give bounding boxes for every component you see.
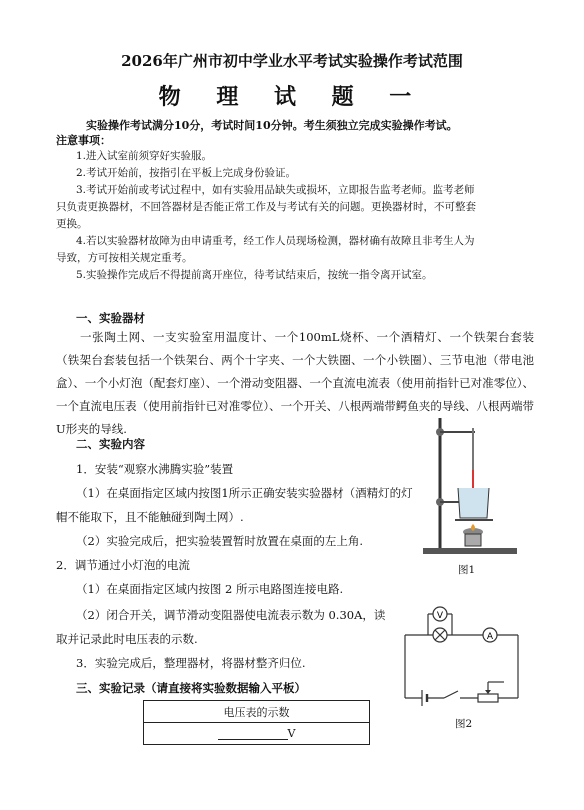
equipment-list: 一张陶土网、一支实验室用温度计、一个100mL烧杯、一个酒精灯、一个铁架台套装（铁架台套装包括一个铁架台、两个十字夹、一个大铁圈、一个小铁圈）、三节电池（带电池盒）、一个小灯泡（配套灯座）、一个滑动变阻器、一个直流电流表（使用前指针已对准零位）、一个直流电压表（使用前指针已对准零位）、一个开关、八根两端带鳄鱼夹的导线、八根两端带U形夹的导线. xyxy=(56,330,534,436)
notice-item: 4.若以实验器材故障为由申请重考，经工作人员现场检测，器材确有故障且非考生人为 xyxy=(76,235,475,247)
ammeter-symbol: A xyxy=(486,632,494,642)
figure1-caption: 图1 xyxy=(458,564,476,576)
notice-item: 3.考试开始前或考试过程中，如有实验用品缺失或损坏，立即报告监考老师。监考老师 xyxy=(76,184,475,196)
section-heading-content: 二、实验内容 xyxy=(76,437,145,451)
unit-label: V xyxy=(287,727,296,740)
task2-step2-cont: 取并记录此时电压表的示数. xyxy=(56,632,198,646)
notice-item: 2.考试开始前，按指引在平板上完成身份验证。 xyxy=(76,167,297,179)
page-subtitle: 物 理 试 题 一 xyxy=(158,84,426,110)
figure2-circuit-diagram xyxy=(400,600,530,710)
notice-item: 1.进入试室前须穿好实验服。 xyxy=(76,150,213,162)
answer-blank xyxy=(218,727,288,740)
task1-step1: （1）在桌面指定区域内按图1所示正确安装实验器材（酒精灯的灯 xyxy=(76,486,413,500)
figure2-caption: 图2 xyxy=(455,718,473,730)
notice-item: 5.实验操作完成后不得提前离开座位，待考试结束后，按统一指令离开试室。 xyxy=(76,269,433,281)
voltmeter-symbol: V xyxy=(436,611,444,621)
section-heading-record: 三、实验记录（请直接将实验数据输入平板） xyxy=(76,681,306,695)
record-table-header: 电压表的示数 xyxy=(144,701,370,723)
notice-item: 更换。 xyxy=(56,218,88,230)
task1-step1-cont: 帽不能取下，且不能触碰到陶土网）. xyxy=(56,510,244,524)
notice-item: 只负责更换器材，不回答器材是否能正常工作及与考试有关的问题。更换器材时，不可整套 xyxy=(56,201,476,213)
task2-title: 2．调节通过小灯泡的电流 xyxy=(56,558,190,572)
section-heading-equipment: 一、实验器材 xyxy=(76,311,145,325)
task2-step2: （2）闭合开关，调节滑动变阻器使电流表示数为 0.30A，读 xyxy=(76,608,386,622)
notice-heading: 注意事项： xyxy=(56,134,111,147)
task1-step2: （2）实验完成后，把实验装置暂时放置在桌面的左上角. xyxy=(76,534,363,548)
task3: 3．实验完成后，整理器材，将器材整齐归位. xyxy=(76,656,306,670)
figure1-boiling-apparatus xyxy=(415,410,525,560)
exam-summary: 实验操作考试满分10分，考试时间10分钟。考生须独立完成实验操作考试。 xyxy=(86,119,458,132)
task2-step1: （1）在桌面指定区域内按图 2 所示电路图连接电路. xyxy=(76,582,344,596)
task1-title: 1．安装“观察水沸腾实验”装置 xyxy=(76,462,234,476)
record-table-value-cell[interactable] xyxy=(144,723,370,745)
notice-item: 导致，方可按相关规定重考。 xyxy=(56,252,193,264)
page-title: 2026年广州市初中学业水平考试实验操作考试范围 xyxy=(121,52,463,70)
record-table xyxy=(143,700,370,745)
